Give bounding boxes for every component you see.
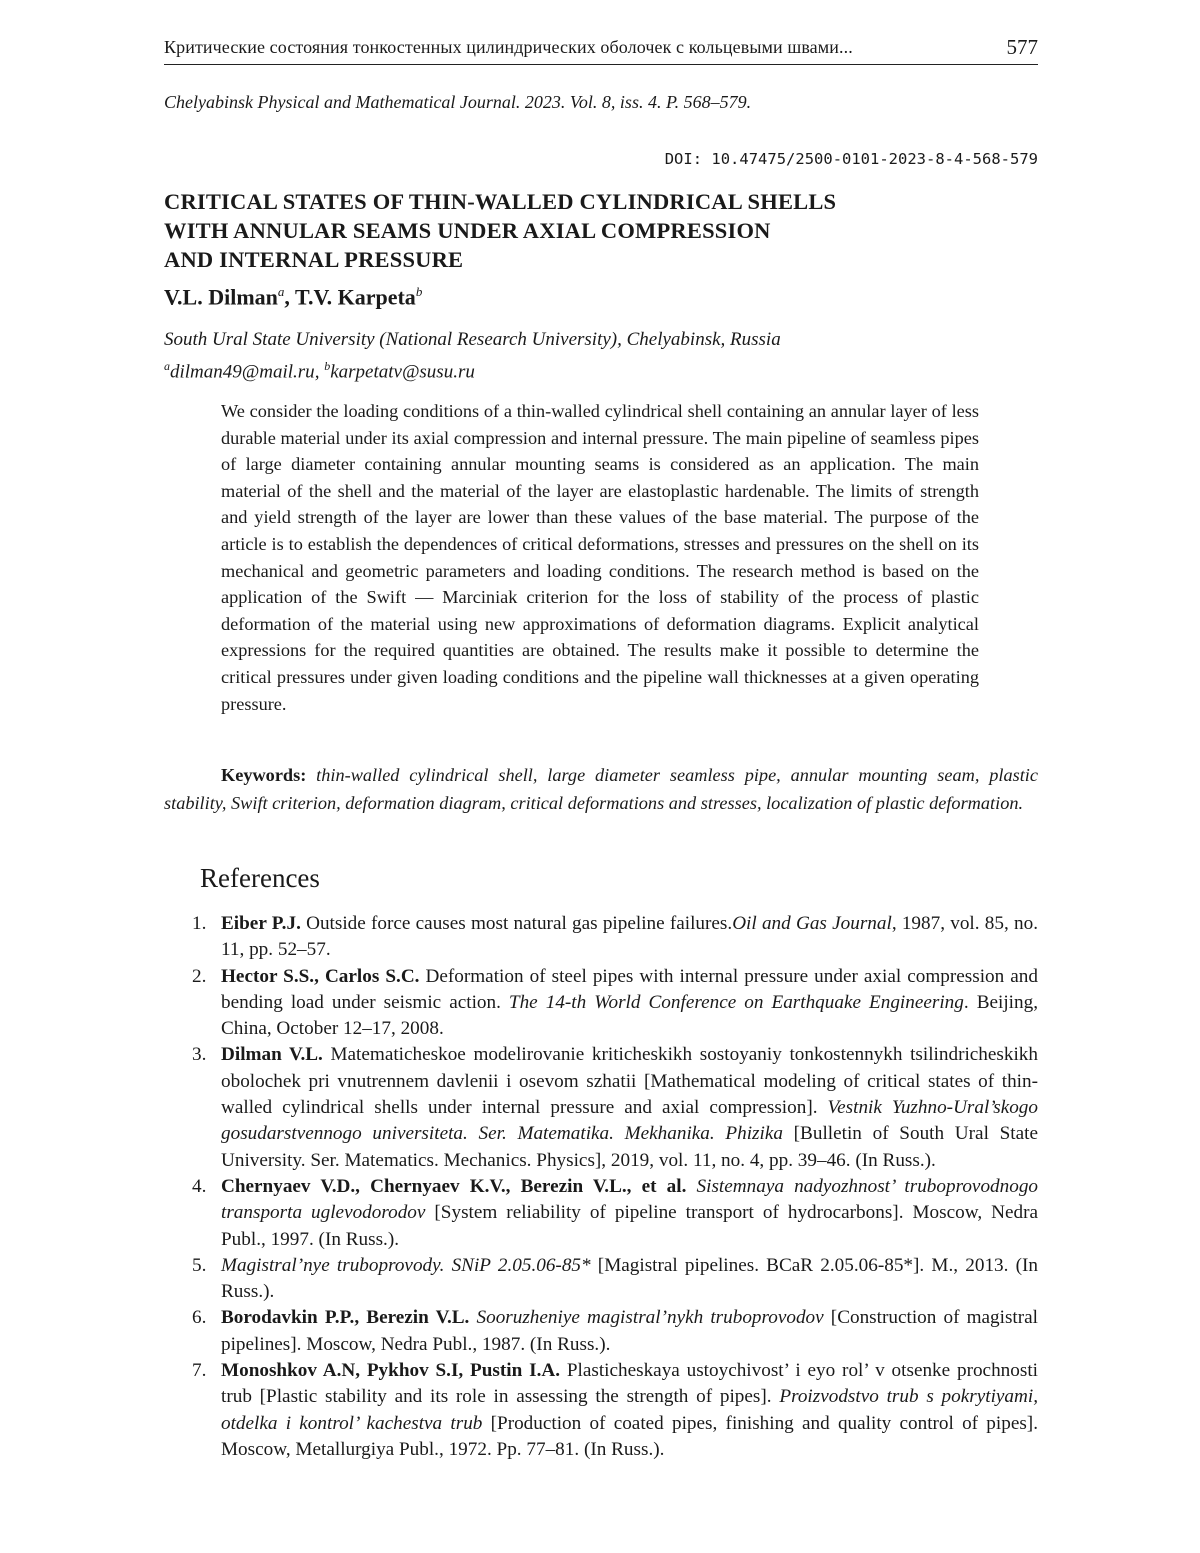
paper-title — [164, 187, 1064, 274]
reference-number: 6. — [192, 1307, 207, 1329]
reference-text — [686, 1176, 696, 1197]
reference-details: [Bulletin of South Ural State University. Ser. Matematics. Mechanics. Physics], 2019, vol. 11, no. 4, pp. 39–46. (In Russ.). — [221, 1123, 1038, 1171]
paper-title-line: CRITICAL STATES OF THIN-WALLED CYLINDRICAL SHELLS — [164, 189, 837, 214]
email-link[interactable]: dilman49@mail.ru — [170, 361, 315, 383]
running-head — [164, 30, 1038, 65]
running-head-title: Критические состояния тонкостенных цилиндрических оболочек с кольцевыми швами... — [164, 36, 853, 57]
paper-title-line: WITH ANNULAR SEAMS UNDER AXIAL COMPRESSION — [164, 218, 771, 243]
reference-item — [164, 1253, 1038, 1306]
reference-details: . Beijing, China, October 12–17, 2008. — [221, 991, 1038, 1040]
reference-number: 1. — [192, 913, 207, 934]
keywords-label: Keywords: — [221, 765, 307, 785]
reference-authors: Borodavkin P.P., Berezin V.L. — [221, 1307, 470, 1329]
email-mark: b — [324, 359, 331, 373]
reference-item — [164, 1305, 1038, 1358]
reference-authors: Eiber P.J. — [221, 913, 301, 934]
reference-number: 3. — [192, 1044, 207, 1066]
author-affiliation-mark: b — [415, 284, 423, 299]
abstract: We consider the loading conditions of a thin-walled cylindrical shell containing an annular layer of less durable material under its axial compression and internal pressure. The main pipeline of seamless pipes of large diameter containing annular mounting seams is considered as an application. The main material of the shell and the material of the layer are elastoplastic hardenable. The limits of strength and yield strength of the layer are lower than these values of the base material. The purpose of the article is to establish the dependences of critical deformations, stresses and pressures on the shell on its mechanical and geometric parameters and loading conditions. The research method is based on the application of the Swift — Marciniak criterion for the loss of stability of the process of plastic deformation of the material using new approximations of deformation diagrams. Explicit analytical expressions for the required quantities are obtained. The results make it possible to determine the critical pressures under given loading conditions and the pipeline wall thicknesses at a given operating pressure. — [221, 401, 979, 714]
paper-title-line: AND INTERNAL PRESSURE — [164, 247, 464, 272]
reference-item — [164, 964, 1038, 1043]
author-emails: $^a$dilman49@mail.ru, $^b$karpetatv@susu.ru — [164, 359, 475, 383]
author-list: V.L. Dilman$^a$, T.V. Karpeta$^b$ — [164, 284, 423, 310]
author-affiliation-mark: a — [277, 284, 285, 299]
page-number: 577 — [1006, 34, 1038, 59]
reference-source: Magistral’nye truboprovody. SNiP 2.05.06-85* — [221, 1254, 591, 1276]
affiliation-block — [164, 326, 781, 385]
reference-details: [System reliability of pipeline transport of hydrocarbons]. Moscow, Nedra Publ., 1997. (In Russ.). — [221, 1202, 1038, 1250]
reference-details: [Construction of magistral pipelines]. Moscow, Nedra Publ., 1987. (In Russ.). — [221, 1307, 1038, 1355]
email-link[interactable]: karpetatv@susu.ru — [330, 361, 475, 383]
reference-source: Vestnik Yuzhno-Ural’skogo gosudarstvennogo universiteta. Ser. Matematika. Mekhanika. Phizika — [221, 1097, 1038, 1145]
reference-number: 7. — [192, 1360, 207, 1382]
reference-text: Matematicheskoe modelirovanie kriticheskikh sostoyaniy tonkostennykh tsilindricheskikh obolochek pri vnutrennem davlenii i osevom szhatii [Mathematical modeling of critical states of thin-walled cylindrical shells under internal pressure and axial compression]. — [221, 1044, 1038, 1119]
references-heading: References — [200, 863, 320, 893]
reference-source: Sooruzheniye magistral’nykh truboprovodov — [476, 1307, 824, 1329]
reference-number: 5. — [192, 1254, 207, 1276]
reference-authors: Hector S.S., Carlos S.C. — [221, 965, 420, 987]
reference-source: Sistemnaya nadyozhnost’ truboprovodnogo transporta uglevodorodov — [221, 1175, 1039, 1224]
reference-item — [164, 1174, 1038, 1253]
journal-citation: Chelyabinsk Physical and Mathematical Journal. 2023. Vol. 8, iss. 4. P. 568–579. — [164, 92, 752, 112]
author-name: T.V. Karpeta — [295, 284, 416, 310]
reference-authors: Dilman V.L. — [221, 1044, 323, 1066]
reference-number: 2. — [192, 965, 207, 987]
keywords-list: thin-walled cylindrical shell, large diameter seamless pipe, annular mounting seam, plastic stability, Swift criterion, deformation diagram, critical deformations and stresses, localization of plastic deformation. — [164, 765, 1038, 813]
reference-item — [164, 911, 1038, 964]
author-name: V.L. Dilman — [164, 284, 278, 310]
reference-text — [469, 1307, 476, 1328]
reference-text: Plasticheskaya ustoychivost’ i eyo rol’ v otsenke prochnosti trub [Plastic stability and its role in assessing the strength of pipes]. — [221, 1360, 1038, 1408]
references-list — [164, 911, 1038, 1463]
keywords — [164, 761, 1038, 817]
reference-authors: Monoshkov A.N, Pykhov S.I, Pustin I.A. — [221, 1360, 561, 1382]
reference-source: Oil and Gas Journal — [732, 913, 892, 934]
reference-text: Deformation of steel pipes with internal pressure under axial compression and bending load under seismic action. — [221, 965, 1038, 1013]
reference-item — [164, 1042, 1038, 1173]
reference-item — [164, 1358, 1038, 1463]
reference-source: The 14-th World Conference on Earthquake Engineering — [508, 991, 964, 1013]
reference-number: 4. — [192, 1175, 207, 1197]
reference-details: , 1987, vol. 85, no. 11, pp. 52–57. — [221, 913, 1038, 961]
affiliation: South Ural State University (National Research University), Chelyabinsk, Russia — [164, 329, 781, 350]
reference-source: Proizvodstvo trub s pokrytiyami, otdelka i kontrol’ kachestva trub — [221, 1386, 1038, 1434]
reference-authors: Chernyaev V.D., Chernyaev K.V., Berezin V.L., et al. — [221, 1175, 687, 1197]
reference-details: [Magistral pipelines. BCaR 2.05.06-85*]. M., 2013. (In Russ.). — [221, 1254, 1038, 1303]
doi: DOI: 10.47475/2500-0101-2023-8-4-568-579 — [664, 150, 1038, 168]
email-mark: a — [164, 359, 170, 373]
reference-text: Outside force causes most natural gas pipeline failures. — [300, 913, 733, 934]
reference-details: [Production of coated pipes, finishing and quality control of pipes]. Moscow, Metallurgiya Publ., 1972. Pp. 77–81. (In Russ.). — [221, 1412, 1038, 1460]
